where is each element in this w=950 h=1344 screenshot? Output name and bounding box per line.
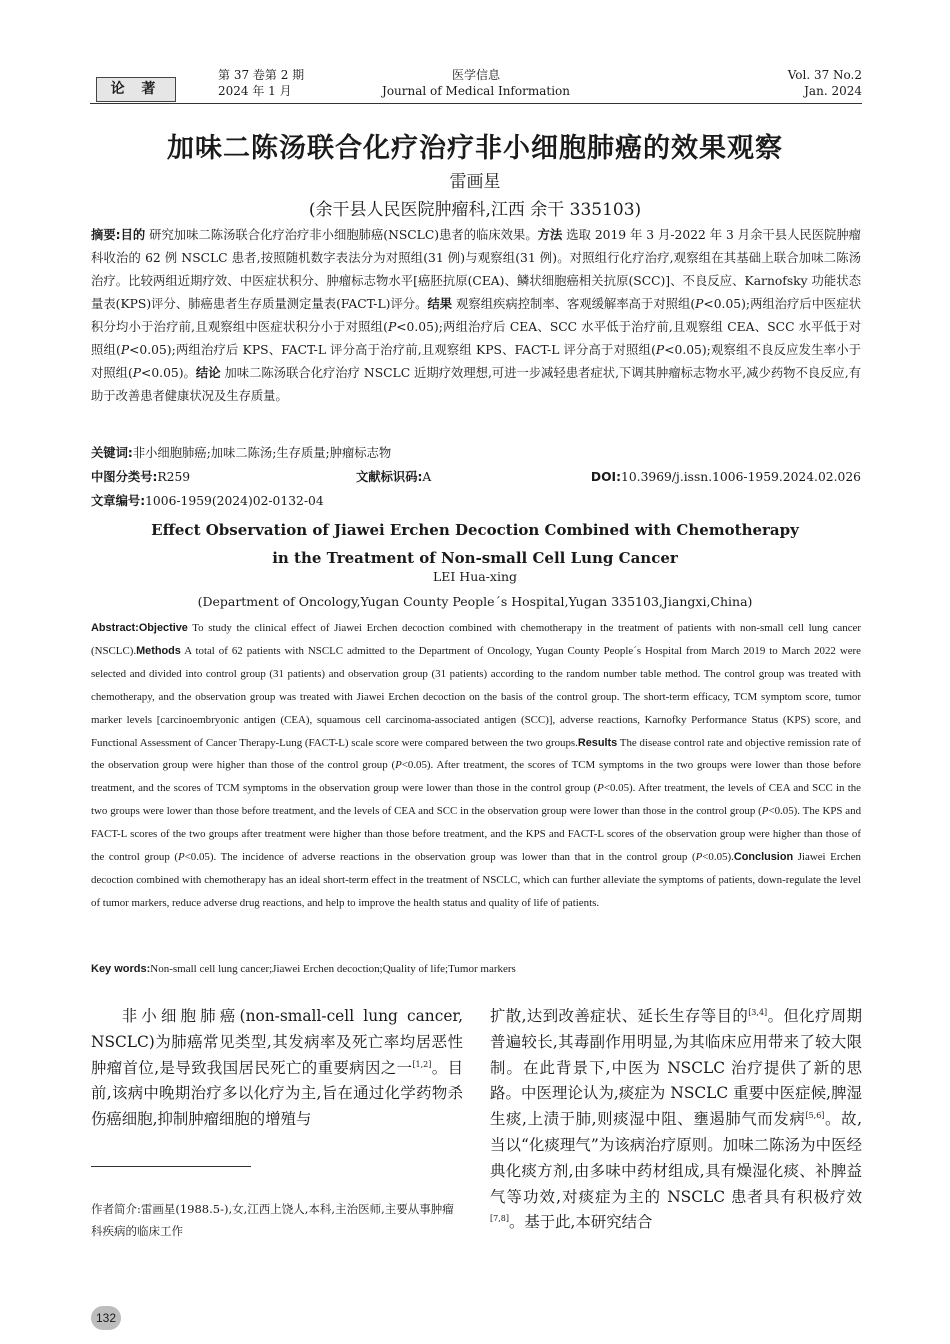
results-label-cn: 结果: [427, 297, 453, 311]
article-title-en: Effect Observation of Jiawei Erchen Decoction Combined with Chemotherapy in the Treatment of Non-small Cell Lung Cancer: [151, 521, 799, 567]
conclusion-label-cn: 结论: [195, 366, 221, 380]
conclusion-label-en: Conclusion: [733, 851, 794, 864]
author-footnote: 作者简介:雷画星(1988.5-),女,江西上饶人,本科,主治医师,主要从事肿瘤科疾病的临床工作: [91, 1202, 454, 1238]
keywords-en: Key words:Non-small cell lung cancer;Jiawei Erchen decoction;Quality of life;Tumor markers: [91, 963, 516, 975]
author-en: LEI Hua-xing: [432, 569, 518, 584]
page-number: 132: [91, 1306, 121, 1330]
keywords-cn: 关键词:非小细胞肺癌;加味二陈汤;生存质量;肿瘤标志物: [91, 446, 392, 460]
citation: [7,8]: [490, 1214, 509, 1224]
objective-label-en: Objective: [138, 622, 188, 634]
clc-number: 中图分类号:R259: [91, 470, 191, 484]
header-volume-cn: 第 37 卷第 2 期 2024 年 1 月: [218, 68, 305, 98]
doi: DOI:10.3969/j.issn.1006-1959.2024.02.026: [590, 470, 861, 484]
article-title-cn: 加味二陈汤联合化疗治疗非小细胞肺癌的效果观察: [167, 133, 783, 164]
citation: [3,4]: [748, 1007, 768, 1017]
abstract-cn: 摘要:目的 研究加味二陈汤联合化疗治疗非小细胞肺癌(NSCLC)患者的临床效果。方法 选取 2019 年 3 月-2022 年 3 月余干县人民医院肿瘤科收治的 62 例 NSCLC 患者,按照随机数字表法分为对照组(31 例)与观察组(31 例)。对照组行化疗治疗,观察组在其基础上联合加味二陈汤治疗。比较两组近期疗效、中医症状积分、肿瘤标志物水平[癌胚抗原(CEA)、鳞状细胞癌相关抗原(SCC)]、不良反应、Karnofsky 功能状态量表(KPS)评分、肺癌患者生存质量测定量表(FACT-L)评分。结果 观察组疾病控制率、客观缓解率高于对照组(P<0.05);两组治疗后中医症状积分均小于治疗前,且观察组中医症状积分小于对照组(P<0.05);两组治疗后 CEA、SCC 水平低于治疗前,且观察组 CEA、SCC 水平低于对照组(P<0.05);两组治疗后 KPS、FACT-L 评分高于治疗前,且观察组 KPS、FACT-L 评分高于对照组(P<0.05);观察组不良反应发生率小于对照组(P<0.05)。结论 加味二陈汤联合化疗治疗 NSCLC 近期疗效理想,可进一步减轻患者症状,下调其肿瘤标志物水平,减少药物不良反应,有助于改善患者健康状况及生存质量。: [91, 228, 862, 403]
abstract-en: Abstract:Objective To study the clinical effect of Jiawei Erchen decoction combined with chemotherapy in the treatment of patients with non-small cell lung cancer (NSCLC).Methods A total of 62 patients with NSCLC admitted to the Department of Oncology, Yugan County People´s Hospital from March 2019 to March 2022 were selected and divided into control group (31 patients) and observation group (31 patients) according to the random number table method. The control group was treated with chemotherapy, and the observation group was treated with Jiawei Erchen decoction on the basis of the control group. The short-term efficacy, TCM symptom score, tumor marker levels [carcinoembryonic antigen (CEA), squamous cell carcinoma-associated antigen (SCC)], adverse reactions, Karnofky Performance Status (KPS) score, and Functional Assessment of Cancer Therapy-Lung (FACT-L) scale score were compared between the two groups.Results The disease control rate and objective remission rate of the observation group were higher than those of the control group (P<0.05). After treatment, the scores of TCM symptoms in the two groups were lower than those before treatment, and the scores of TCM symptoms in the observation group were lower than those in the control group (P<0.05). After treatment, the levels of CEA and SCC in the two groups were lower than those before treatment, and the levels of CEA and SCC in the observation group were lower than those in the control group (P<0.05). The KPS and FACT-L scores of the two groups after treatment were higher than those before treatment, and the KPS and FACT-L scores of the observation group were higher than those of the control group (P<0.05). The incidence of adverse reactions in the observation group was lower than that in the control group (P<0.05).Conclusion Jiawei Erchen decoction combined with chemotherapy has an ideal short-term effect in the treatment of NSCLC, which can further alleviate the symptoms of patients, down-regulate the level of tumor markers, reduce adverse drug reactions, and help to improve the health status and quality of life of patients.: [91, 622, 862, 909]
header-rule: [90, 103, 862, 104]
methods-label-cn: 方法: [537, 228, 563, 242]
article-number: 文章编号:1006-1959(2024)02-0132-04: [91, 494, 324, 508]
journal-header: [90, 64, 862, 104]
section-tag: 论 著: [96, 77, 176, 102]
author-cn: 雷画星: [449, 172, 501, 192]
objective-label-cn: 目的: [120, 228, 146, 242]
header-journal-name: 医学信息 Journal of Medical Information: [382, 68, 570, 98]
document-code: 文献标识码:A: [356, 470, 432, 484]
classification-row: [91, 466, 861, 488]
citation: [1,2]: [412, 1059, 432, 1069]
footnote-rule: [91, 1166, 251, 1167]
header-volume-en: Vol. 37 No.2 Jan. 2024: [787, 68, 862, 98]
body-column-right: 扩散,达到改善症状、延长生存等目的[3,4]。但化疗周期普遍较长,其毒副作用明显,为其临床应用带来了较大限制。在此背景下,中医为 NSCLC 治疗提供了新的思路。中医理论认为,痰症为 NSCLC 重要中医症候,脾湿生痰,上渍于肺,则痰湿中阻、壅遏肺气而发病[5,6]。故,当以“化痰理气”为该病治疗原则。加味二陈汤为中医经典化痰方剂,由多味中药材组成,具有燥湿化痰、补脾益气等功效,对痰症为主的 NSCLC 患者具有积极疗效[7,8]。基于此,本研究结合: [490, 1007, 862, 1232]
methods-label-en: Methods: [136, 644, 181, 657]
affiliation-cn: (余干县人民医院肿瘤科,江西 余干 335103): [308, 200, 642, 220]
abstract-cn-label: 摘要:: [91, 228, 121, 242]
affiliation-en: (Department of Oncology,Yugan County People´s Hospital,Yugan 335103,Jiangxi,China): [197, 594, 753, 609]
abstract-en-label: Abstract:: [91, 622, 139, 634]
results-label-en: Results: [577, 736, 618, 749]
body-column-left: 非小细胞肺癌(non-small-cell lung cancer, NSCLC)为肺癌常见类型,其发病率及死亡率均居恶性肿瘤首位,是导致我国居民死亡的重要病因之一[1,2]。目前,该病中晚期治疗多以化疗为主,旨在通过化学药物杀伤癌细胞,抑制肿瘤细胞的增殖与: [91, 1007, 463, 1129]
citation: [5,6]: [805, 1111, 825, 1121]
